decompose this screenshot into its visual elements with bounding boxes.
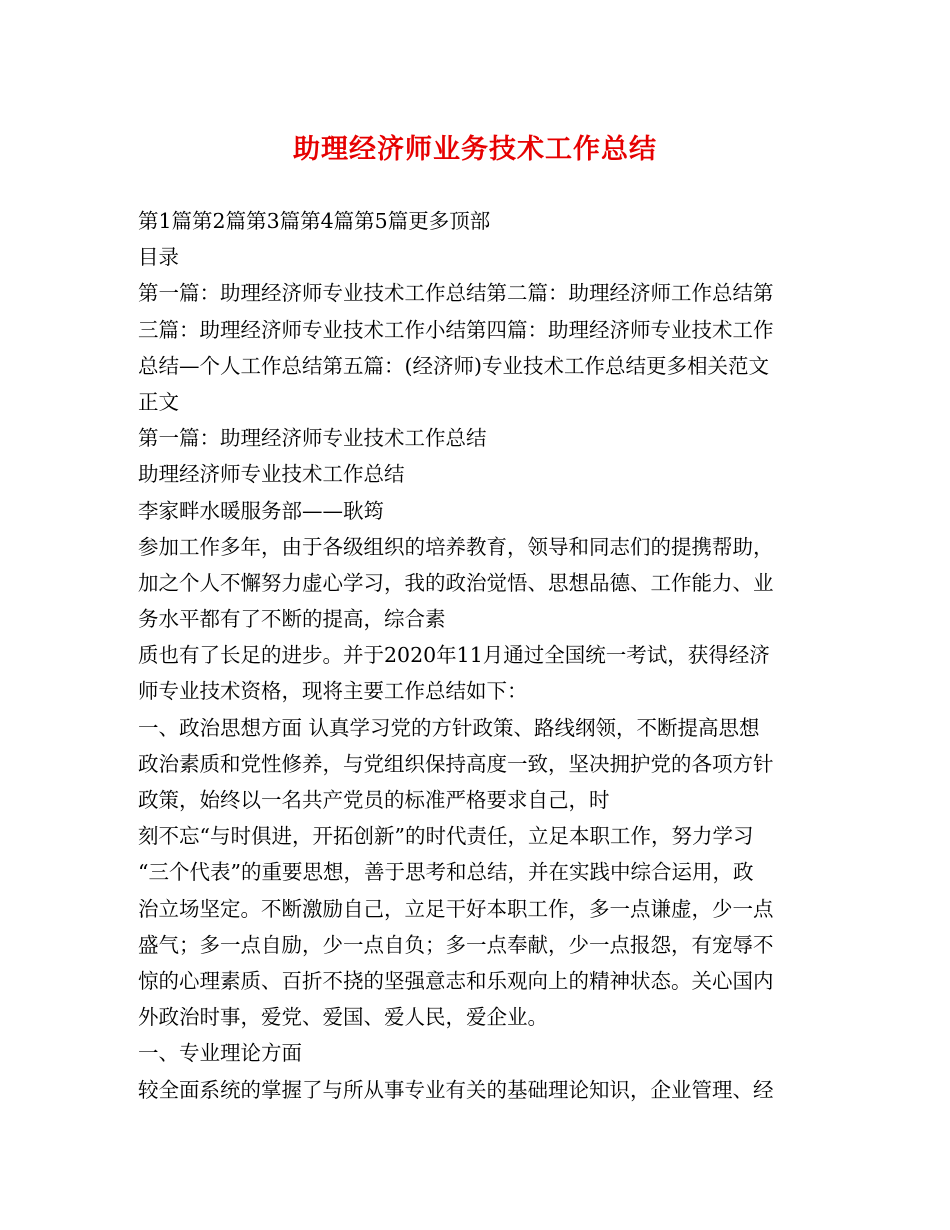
text-line: 一、政治思想方面 认真学习党的方针政策、路线纲领，不断提高思想 bbox=[138, 715, 760, 740]
text-line: 目录 bbox=[138, 245, 179, 270]
text-line: 三篇：助理经济师专业技术工作小结第四篇：助理经济师专业技术工作 bbox=[138, 317, 774, 342]
text-line: 治立场坚定。不断激励自己，立足干好本职工作，多一点谦虚，少一点 bbox=[138, 896, 774, 921]
text-line: 第1篇第2篇第3篇第4篇第5篇更多顶部 bbox=[138, 209, 491, 233]
text-line: 外政治时事，爱党、爱国、爱人民，爱企业。 bbox=[138, 1005, 548, 1030]
text-line: 正文 bbox=[138, 389, 179, 414]
text-line: 助理经济师专业技术工作总结 bbox=[138, 462, 405, 487]
text-line: “三个代表”的重要思想，善于思考和总结，并在实践中综合运用，政 bbox=[138, 860, 754, 885]
text-line: 盛气；多一点自励，少一点自负；多一点奉献，少一点报怨，有宠辱不 bbox=[138, 932, 774, 957]
text-line: 师专业技术资格，现将主要工作总结如下： bbox=[138, 679, 528, 704]
text-line: 第一篇：助理经济师专业技术工作总结第二篇：助理经济师工作总结第 bbox=[138, 281, 774, 306]
document-body bbox=[138, 203, 814, 1108]
text-line: 政治素质和党性修养，与党组织保持高度一致，坚决拥护党的各项方针 bbox=[138, 751, 774, 776]
text-line: 质也有了长足的进步。并于2020年11月通过全国统一考试，获得经济 bbox=[138, 643, 770, 668]
text-line: 参加工作多年，由于各级组织的培养教育，领导和同志们的提携帮助， bbox=[138, 534, 774, 559]
text-line: 惊的心理素质、百折不挠的坚强意志和乐观向上的精神状态。关心国内 bbox=[138, 968, 774, 993]
text-line: 务水平都有了不断的提高，综合素 bbox=[138, 607, 446, 632]
text-line: 政策，始终以一名共产党员的标准严格要求自己，时 bbox=[138, 788, 610, 812]
text-line: 总结—个人工作总结第五篇：(经济师)专业技术工作总结更多相关范文 bbox=[138, 353, 769, 378]
text-line: 一、专业理论方面 bbox=[138, 1041, 302, 1066]
text-line: 较全面系统的掌握了与所从事专业有关的基础理论知识，企业管理、经 bbox=[138, 1077, 774, 1102]
text-line: 李家畔水暖服务部——耿筠 bbox=[138, 498, 384, 523]
document-title: 助理经济师业务技术工作总结 bbox=[293, 134, 657, 165]
text-line: 第一篇：助理经济师专业技术工作总结 bbox=[138, 426, 487, 451]
text-line: 加之个人不懈努力虚心学习，我的政治觉悟、思想品德、工作能力、业 bbox=[138, 570, 774, 595]
text-line: 刻不忘“与时俱进，开拓创新”的时代责任，立足本职工作，努力学习 bbox=[138, 824, 754, 849]
